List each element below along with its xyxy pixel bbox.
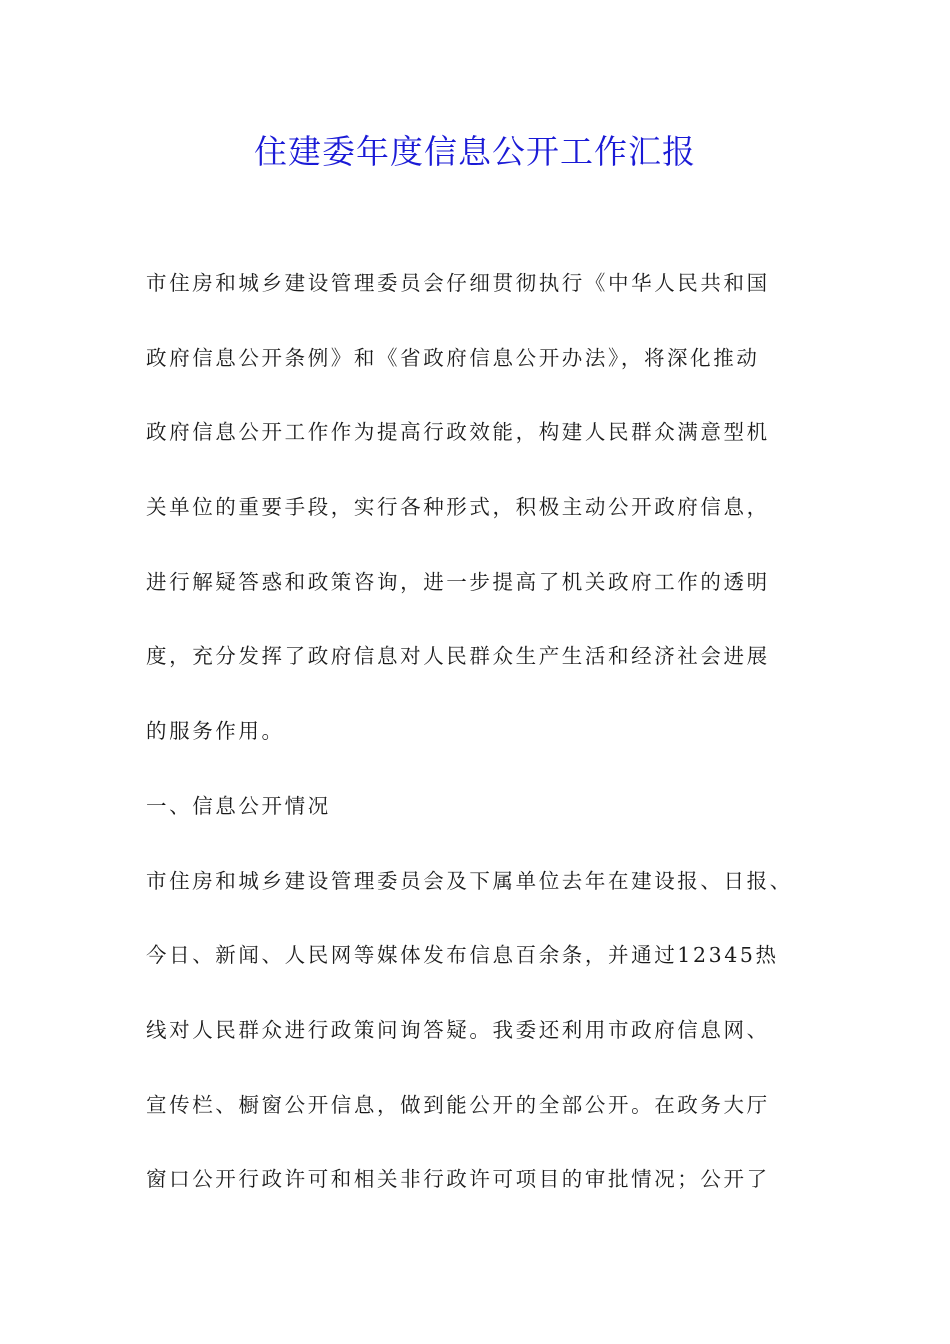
- section-heading: 一、信息公开情况: [146, 793, 331, 818]
- body-line: 市住房和城乡建设管理委员会及下属单位去年在建设报、日报、: [146, 868, 793, 893]
- body-line: 今日、新闻、人民网等媒体发布信息百余条，并通过12345热: [146, 943, 779, 968]
- body-line: 关单位的重要手段，实行各种形式，积极主动公开政府信息，: [146, 495, 770, 520]
- body-line: 度，充分发挥了政府信息对人民群众生产生活和经济社会进展: [146, 644, 770, 669]
- body-line: 窗口公开行政许可和相关非行政许可项目的审批情况；公开了: [146, 1167, 770, 1192]
- document-body: [146, 258, 826, 1229]
- document-title: 住建委年度信息公开工作汇报: [254, 132, 696, 171]
- body-line: 进行解疑答惑和政策咨询，进一步提高了机关政府工作的透明: [146, 569, 770, 594]
- body-line: 市住房和城乡建设管理委员会仔细贯彻执行《中华人民共和国: [146, 271, 770, 295]
- body-line: 线对人民群众进行政策问询答疑。我委还利用市政府信息网、: [146, 1017, 770, 1042]
- body-line: 的服务作用。: [146, 719, 285, 744]
- body-line: 宣传栏、橱窗公开信息，做到能公开的全部公开。在政务大厅: [146, 1092, 770, 1117]
- body-line: 政府信息公开条例》和《省政府信息公开办法》，将深化推动: [146, 345, 760, 370]
- body-line: 政府信息公开工作作为提高行政效能，构建人民群众满意型机: [146, 420, 770, 445]
